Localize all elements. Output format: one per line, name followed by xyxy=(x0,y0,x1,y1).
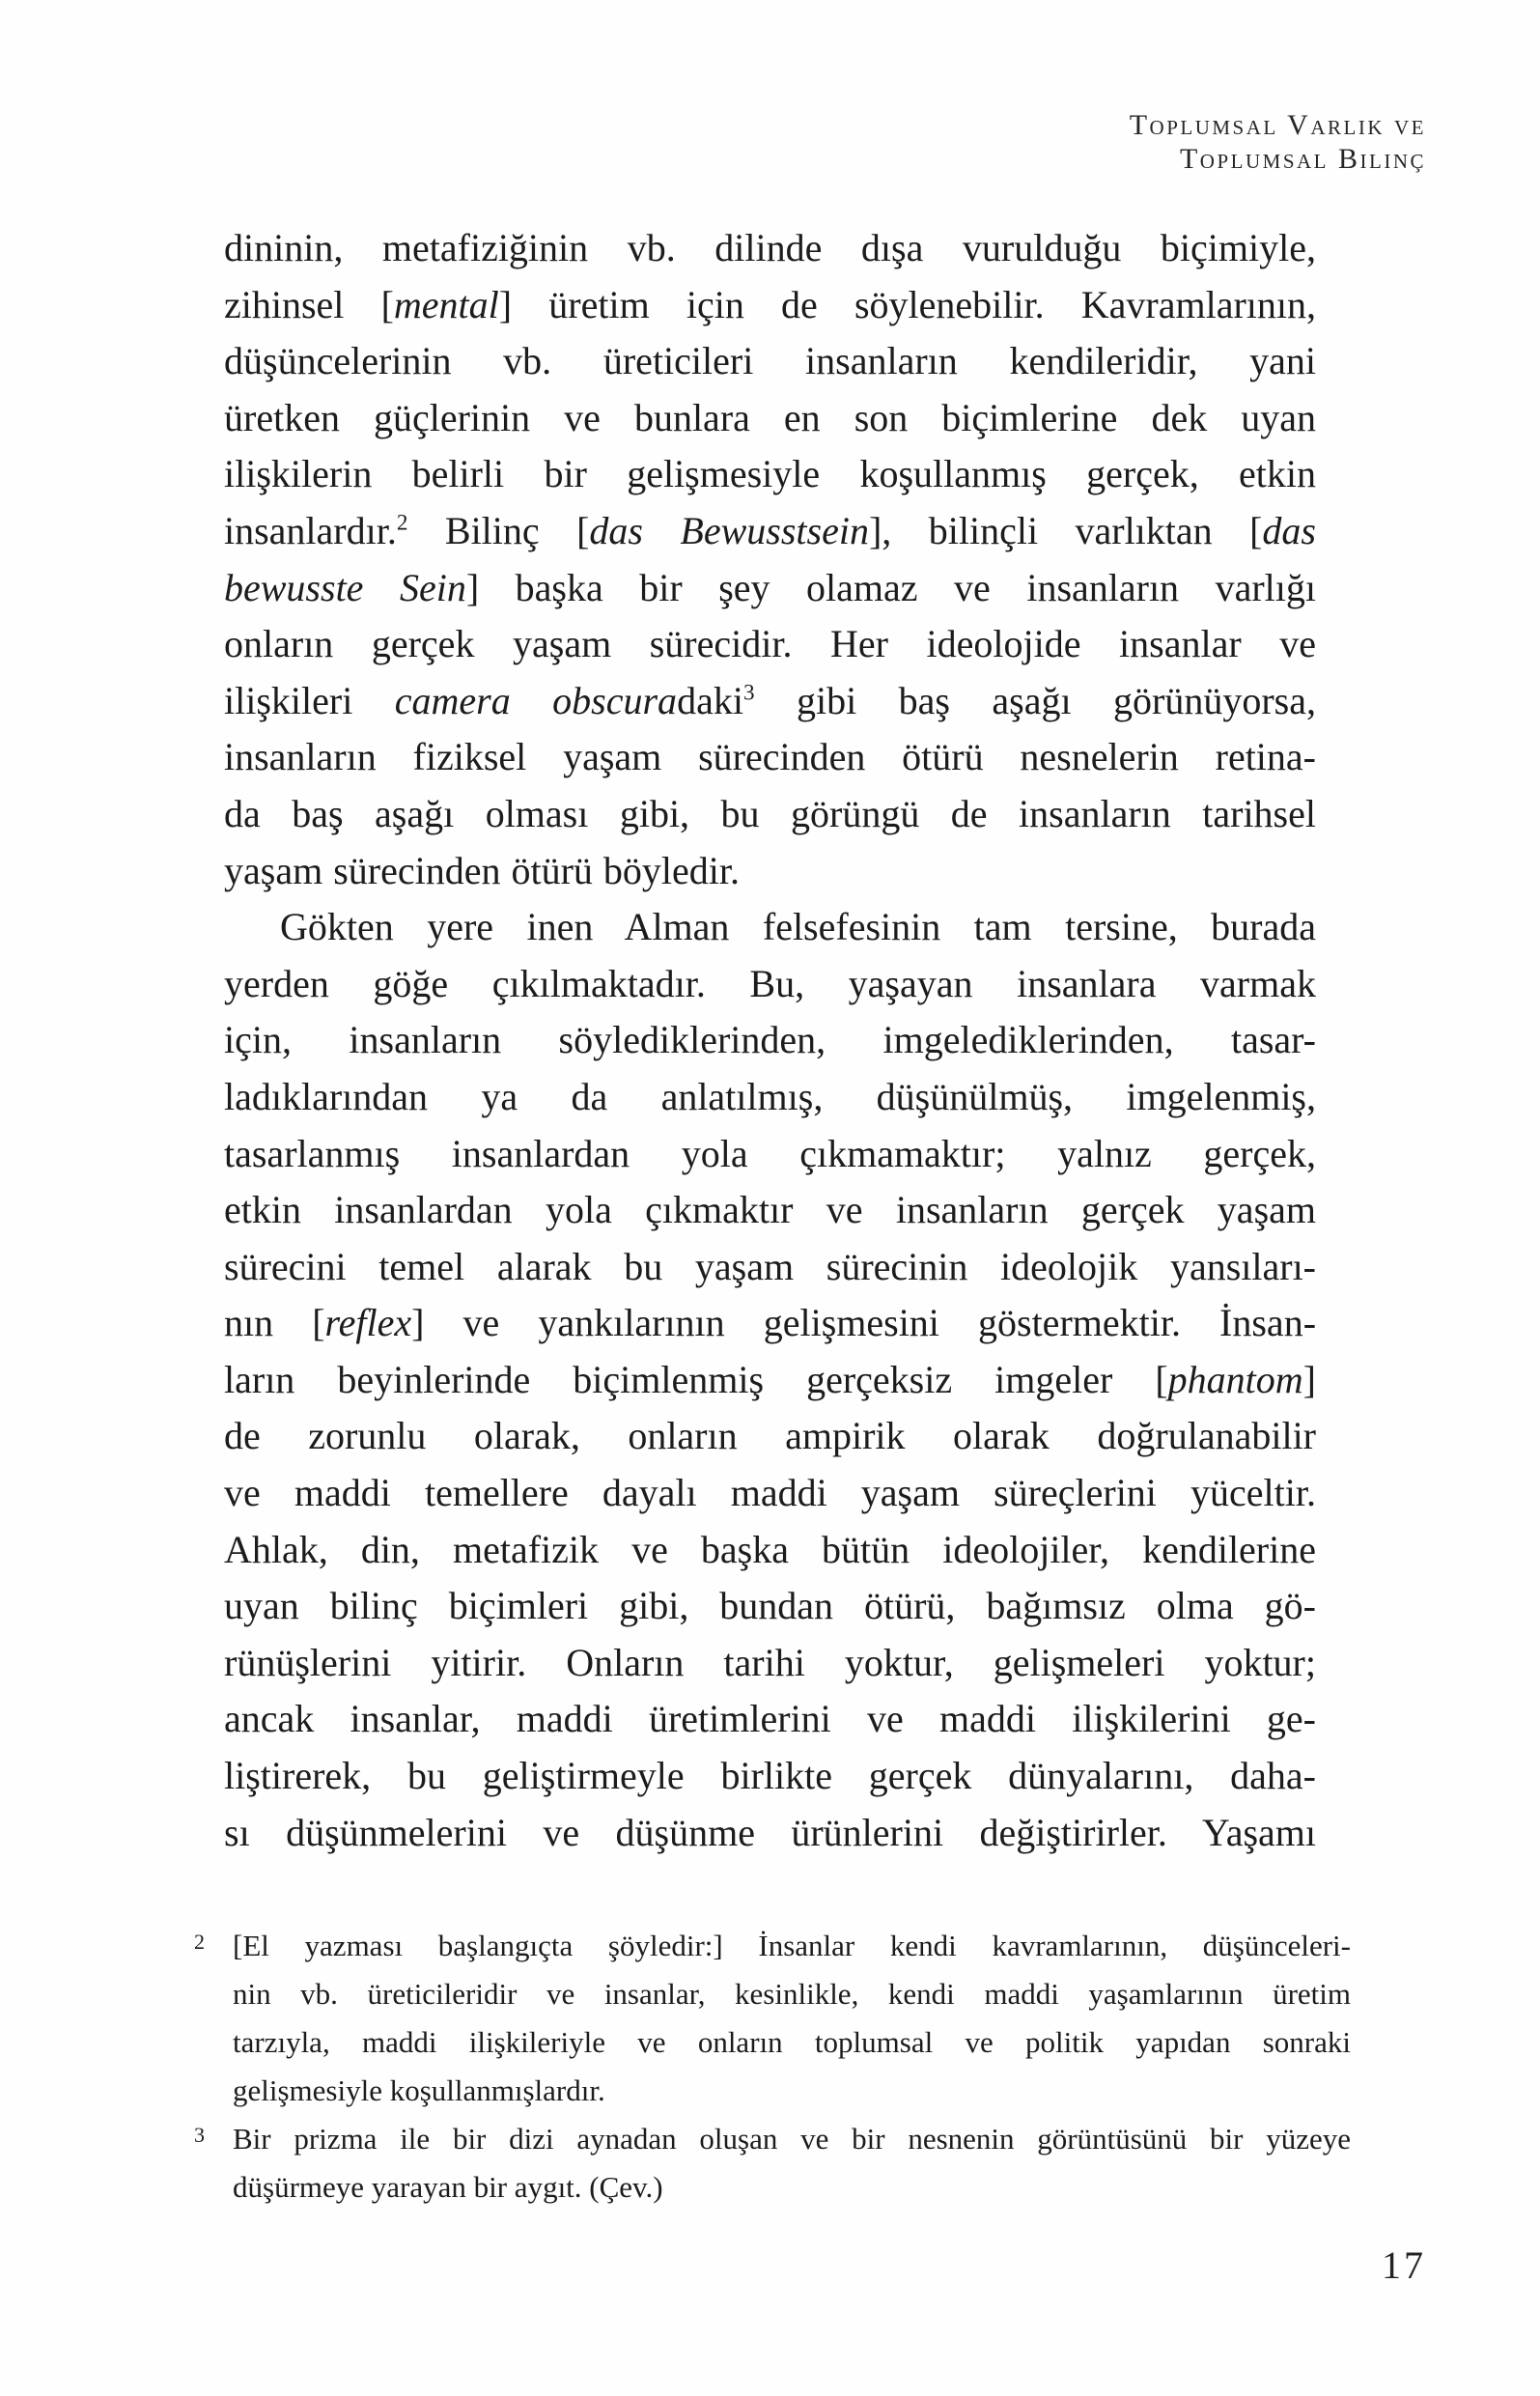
body-line xyxy=(224,220,1316,277)
body-line xyxy=(224,1182,1316,1239)
body-line xyxy=(224,673,1316,730)
italic-text: das xyxy=(1262,508,1316,552)
body-line xyxy=(224,616,1316,673)
text-segment: ] başka bir şey olamaz ve insanların varlığı xyxy=(465,565,1316,609)
footnote-line: Bir prizma ile bir dizi aynadan oluşan ve bir nesnenin görüntüsünü bir yüzeye xyxy=(233,2122,1351,2156)
italic-text: phantom xyxy=(1167,1357,1303,1401)
text-segment: insanlardır. xyxy=(224,508,397,552)
footnote xyxy=(194,1922,1351,2115)
text-segment: ancak insanlar, maddi üretimlerini ve maddi ilişkilerini ge- xyxy=(224,1697,1316,1741)
text-segment: Gökten yere inen Alman felsefesinin tam tersine, burada xyxy=(280,905,1316,949)
page-number: 17 xyxy=(1382,2243,1426,2287)
text-segment: etkin insanlardan yola çıkmaktır ve insanların gerçek yaşam xyxy=(224,1188,1316,1232)
text-segment: Ahlak, din, metafizik ve başka bütün ideolojiler, kendilerine xyxy=(224,1527,1316,1571)
body-line xyxy=(224,1126,1316,1183)
body-line xyxy=(224,277,1316,334)
text-segment: ilişkilerin belirli bir gelişmesiyle koşullanmış gerçek, etkin xyxy=(224,452,1316,496)
footnote-line: [El yazması başlangıçta şöyledir:] İnsanlar kendi kavramlarının, düşünceleri- xyxy=(233,1929,1351,1962)
footnote-reference: 3 xyxy=(742,680,755,706)
text-segment: ladıklarından ya da anlatılmış, düşünülmüş, imgelenmiş, xyxy=(224,1074,1316,1118)
running-head xyxy=(1130,108,1426,176)
italic-text: das Bewusstsein xyxy=(589,508,869,552)
footnote-marker: 2 xyxy=(194,1930,205,1954)
footnote-line: nin vb. üreticileridir ve insanlar, kesinlikle, kendi maddi yaşamlarının üretim xyxy=(233,1977,1351,2011)
text-segment: için, insanların söylediklerinden, imgelediklerinden, tasar- xyxy=(224,1018,1316,1062)
body-line xyxy=(224,1295,1316,1352)
text-segment: yerden göğe çıkılmaktadır. Bu, yaşayan insanlara varmak xyxy=(224,961,1316,1005)
text-segment: ve maddi temellere dayalı maddi yaşam süreçlerini yüceltir. xyxy=(224,1471,1316,1515)
text-segment: ların beyinlerinde biçimlenmiş gerçeksiz imgeler [ xyxy=(224,1357,1168,1401)
body-line xyxy=(224,1012,1316,1069)
text-segment: de zorunlu olarak, onların ampirik olarak doğrulanabilir xyxy=(224,1414,1316,1458)
text-segment: sı düşünmelerini ve düşünme ürünlerini değiştirirler. Yaşamı xyxy=(224,1810,1316,1854)
body-line xyxy=(224,1352,1316,1409)
text-segment: uyan bilinç biçimleri gibi, bundan ötürü, bağımsız olma gö- xyxy=(224,1584,1316,1628)
text-segment: rünüşlerini yitirir. Onların tarihi yoktur, gelişmeleri yoktur; xyxy=(224,1640,1316,1684)
footnotes xyxy=(194,1922,1351,2212)
body-line xyxy=(224,899,1316,956)
body-line xyxy=(224,1069,1316,1126)
body-line xyxy=(224,1578,1316,1635)
italic-text: bewusste Sein xyxy=(224,565,466,609)
text-segment: ] üretim için de söylenebilir. Kavramlarının, xyxy=(498,282,1316,326)
text-segment: Bilinç [ xyxy=(407,508,590,552)
text-segment: dininin, metafiziğinin vb. dilinde dışa vurulduğu biçimiyle, xyxy=(224,226,1316,269)
footnote-line: tarzıyla, maddi ilişkileriyle ve onların toplumsal ve politik yapıdan sonraki xyxy=(233,2025,1351,2059)
footnote-line: gelişmesiyle koşullanmışlardır. xyxy=(233,2073,605,2107)
text-segment: nın [ xyxy=(224,1301,325,1345)
running-head-line2: Toplumsal Bilinç xyxy=(1179,143,1426,175)
body-line xyxy=(224,560,1316,617)
footnote xyxy=(194,2115,1351,2212)
body-line xyxy=(224,786,1316,843)
body-text xyxy=(224,220,1316,1861)
body-line xyxy=(224,956,1316,1013)
text-segment: tasarlanmış insanlardan yola çıkmamaktır; yalnız gerçek, xyxy=(224,1131,1316,1175)
body-line xyxy=(224,1635,1316,1692)
footnote-marker: 3 xyxy=(194,2123,205,2147)
footnote-line: düşürmeye yarayan bir aygıt. (Çev.) xyxy=(233,2170,663,2204)
text-segment: zihinsel [ xyxy=(224,282,394,326)
body-line xyxy=(224,1748,1316,1805)
text-segment: daki xyxy=(677,678,743,722)
body-line xyxy=(224,1465,1316,1522)
italic-text: mental xyxy=(393,282,499,326)
text-segment: üretken güçlerinin ve bunlara en son biçimlerine dek uyan xyxy=(224,395,1316,439)
text-segment: düşüncelerinin vb. üreticileri insanların kendileridir, yani xyxy=(224,339,1316,383)
text-segment: da baş aşağı olması gibi, bu görüngü de insanların tarihsel xyxy=(224,791,1316,835)
text-segment: sürecini temel alarak bu yaşam sürecinin ideolojik yansıları- xyxy=(224,1244,1316,1288)
text-segment: insanların fiziksel yaşam sürecinden ötürü nesnelerin retina- xyxy=(224,735,1316,779)
body-line xyxy=(224,1408,1316,1465)
body-line xyxy=(224,446,1316,503)
body-line xyxy=(224,1691,1316,1748)
text-segment: gibi baş aşağı görünüyorsa, xyxy=(754,678,1316,722)
body-line xyxy=(224,843,1316,900)
italic-text: reflex xyxy=(324,1301,412,1345)
body-line xyxy=(224,333,1316,390)
body-line xyxy=(224,390,1316,447)
text-segment: liştirerek, bu geliştirmeyle birlikte gerçek dünyalarını, daha- xyxy=(224,1754,1316,1798)
italic-text: camera obscura xyxy=(394,678,678,722)
body-line xyxy=(224,1522,1316,1579)
text-segment: ] xyxy=(1302,1357,1316,1401)
body-line xyxy=(224,729,1316,786)
body-line xyxy=(224,503,1316,560)
text-segment: ], bilinçli varlıktan [ xyxy=(868,508,1263,552)
body-line xyxy=(224,1239,1316,1296)
footnote-reference: 2 xyxy=(396,510,408,536)
text-segment: ] ve yankılarının gelişmesini göstermektir. İnsan- xyxy=(411,1301,1317,1345)
running-head-line1: Toplumsal Varlık ve xyxy=(1129,109,1426,141)
body-line xyxy=(224,1805,1316,1862)
text-segment: onların gerçek yaşam sürecidir. Her ideolojide insanlar ve xyxy=(224,622,1316,666)
text-segment: yaşam sürecinden ötürü böyledir. xyxy=(224,848,740,892)
text-segment: ilişkileri xyxy=(224,678,395,722)
